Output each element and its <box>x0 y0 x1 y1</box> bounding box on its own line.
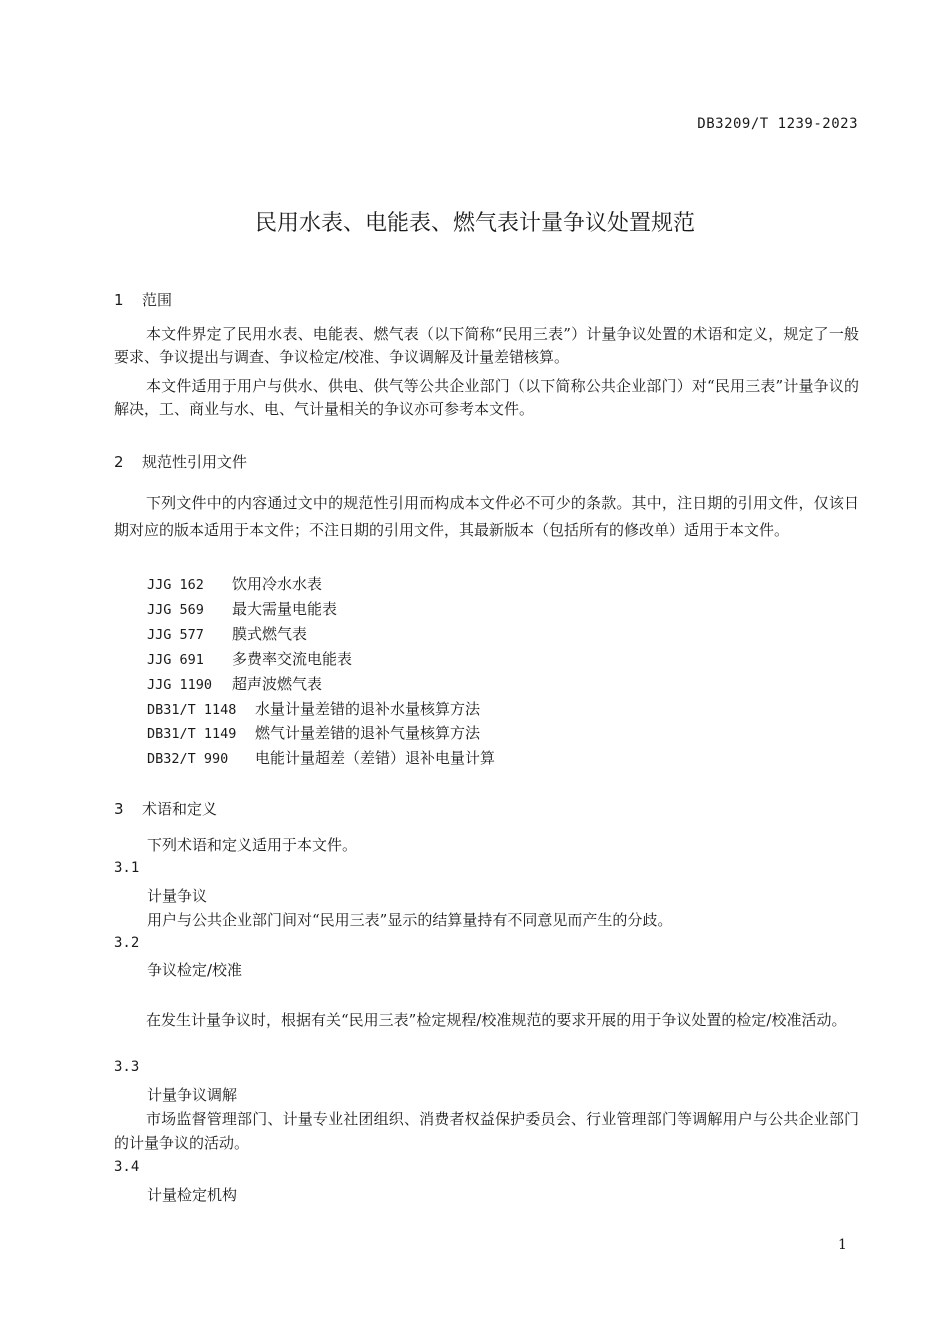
document-title: 民用水表、电能表、燃气表计量争议处置规范 <box>254 211 695 236</box>
section-2-heading <box>114 451 247 472</box>
section-1-paragraph-1: 本文件界定了民用水表、电能表、燃气表（以下简称“民用三表”）计量争议处置的术语和定义，规定了一般要求、争议提出与调查、争议检定/校准、争议调解及计量差错核算。 <box>114 325 859 366</box>
reference-code: DB31/T 1149 <box>147 726 237 742</box>
term-number: 3.4 <box>114 1159 140 1175</box>
reference-item <box>147 598 337 619</box>
section-title: 术语和定义 <box>142 800 218 818</box>
reference-item <box>147 673 322 694</box>
reference-item <box>147 698 480 719</box>
section-3-heading <box>114 798 217 819</box>
reference-name: 水量计量差错的退补水量核算方法 <box>255 700 481 718</box>
section-1-heading <box>114 289 172 310</box>
reference-code: JJG 691 <box>147 652 204 668</box>
section-number: 2 <box>114 453 124 471</box>
section-number: 3 <box>114 800 124 818</box>
term-name: 计量检定机构 <box>147 1186 238 1204</box>
reference-code: DB31/T 1148 <box>147 702 237 718</box>
term-definition: 用户与公共企业部门间对“民用三表”显示的结算量持有不同意见而产生的分歧。 <box>147 911 673 929</box>
reference-name: 电能计量超差（差错）退补电量计算 <box>255 749 496 767</box>
reference-item <box>147 648 352 669</box>
reference-name: 饮用冷水水表 <box>232 575 323 593</box>
standard-number: DB3209/T 1239-2023 <box>697 116 858 132</box>
term-number: 3.2 <box>114 935 140 951</box>
reference-item <box>147 623 307 644</box>
reference-name: 燃气计量差错的退补气量核算方法 <box>255 724 481 742</box>
section-1-paragraph-2: 本文件适用于用户与供水、供电、供气等公共企业部门（以下简称公共企业部门）对“民用三表”计量争议的解决，工、商业与水、电、气计量相关的争议亦可参考本文件。 <box>114 377 859 418</box>
reference-code: JJG 569 <box>147 602 204 618</box>
reference-code: JJG 577 <box>147 627 204 643</box>
section-3-intro: 下列术语和定义适用于本文件。 <box>147 836 358 854</box>
reference-item <box>147 722 480 743</box>
term-number: 3.3 <box>114 1059 140 1075</box>
term-name: 计量争议 <box>147 887 208 905</box>
term-definition: 在发生计量争议时，根据有关“民用三表”检定规程/校准规范的要求开展的用于争议处置的检定/校准活动。 <box>146 1011 847 1029</box>
reference-name: 最大需量电能表 <box>232 600 338 618</box>
reference-name: 膜式燃气表 <box>232 625 308 643</box>
reference-code: DB32/T 990 <box>147 751 229 767</box>
reference-name: 超声波燃气表 <box>232 675 323 693</box>
reference-code: JJG 162 <box>147 577 204 593</box>
reference-item <box>147 573 322 594</box>
section-title: 范围 <box>142 291 173 309</box>
section-2-intro: 下列文件中的内容通过文中的规范性引用而构成本文件必不可少的条款。其中，注日期的引用文件，仅该日期对应的版本适用于本文件；不注日期的引用文件，其最新版本（包括所有的修改单）适用于本文件。 <box>114 494 859 539</box>
page-number: 1 <box>838 1237 847 1253</box>
term-definition: 市场监督管理部门、计量专业社团组织、消费者权益保护委员会、行业管理部门等调解用户与公共企业部门的计量争议的活动。 <box>114 1110 859 1152</box>
reference-name: 多费率交流电能表 <box>232 650 353 668</box>
term-number: 3.1 <box>114 860 140 876</box>
section-title: 规范性引用文件 <box>142 453 248 471</box>
reference-code: JJG 1190 <box>147 677 213 693</box>
term-name: 争议检定/校准 <box>147 961 243 979</box>
term-name: 计量争议调解 <box>147 1086 238 1104</box>
reference-item <box>147 747 495 768</box>
section-number: 1 <box>114 291 124 309</box>
